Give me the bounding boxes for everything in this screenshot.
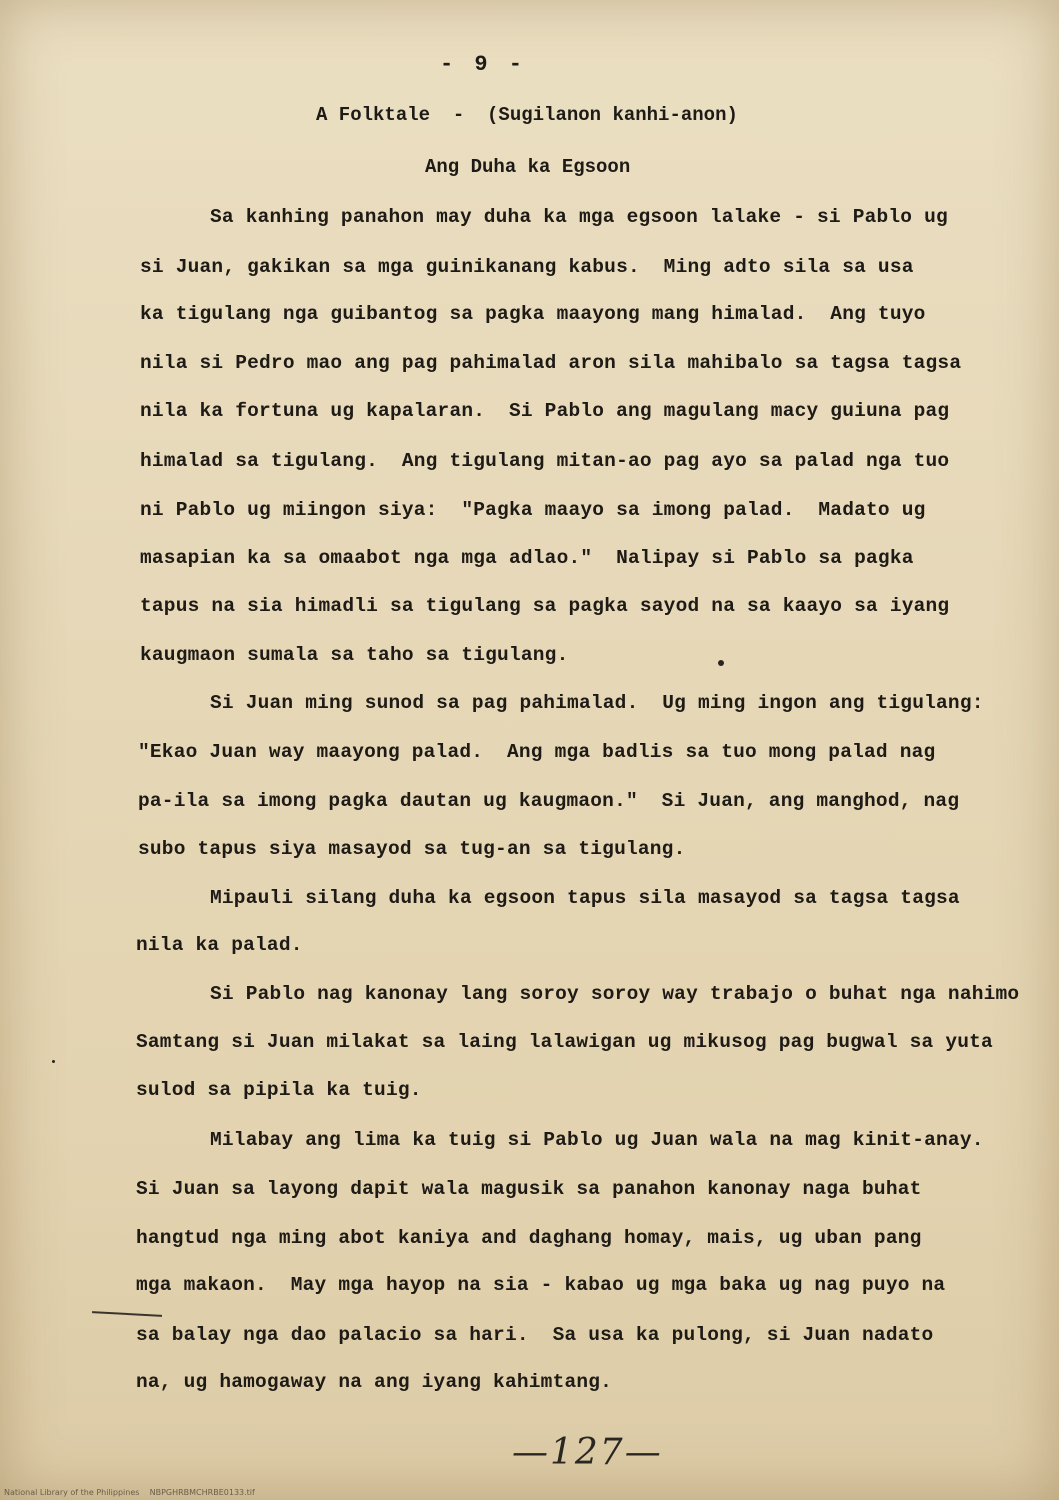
text-line: Mipauli silang duha ka egsoon tapus sila masayod sa tagsa tagsa [210,887,960,909]
ink-spot [718,660,724,666]
text-line: nila ka fortuna ug kapalaran. Si Pablo ang magulang macy guiuna pag [140,400,950,422]
text-line: hangtud nga ming abot kaniya and daghang homay, mais, ug uban pang [136,1227,922,1249]
text-line: Si Pablo nag kanonay lang soroy soroy way trabajo o buhat nga nahimo [210,983,1020,1005]
text-line: na, ug hamogaway na ang iyang kahimtang. [136,1371,613,1393]
story-title: Ang Duha ka Egsoon [425,156,631,178]
text-line: Samtang si Juan milakat sa laing lalawigan ug mikusog pag bugwal sa yuta [136,1031,993,1053]
text-line: Si Juan ming sunod sa pag pahimalad. Ug ming ingon ang tigulang: [210,692,984,714]
text-line: subo tapus siya masayod sa tug-an sa tigulang. [138,838,686,860]
text-line: nila ka palad. [136,934,303,956]
text-line: ni Pablo ug miingon siya: "Pagka maayo sa imong palad. Madato ug [140,499,926,521]
handwritten-page-number: —127— [512,1432,663,1473]
text-line: tapus na sia himadli sa tigulang sa pagka sayod na sa kaayo sa iyang [140,595,950,617]
document-title: A Folktale - (Sugilanon kanhi-anon) [316,104,738,126]
text-line: Milabay ang lima ka tuig si Pablo ug Juan wala na mag kinit-anay. [210,1129,984,1151]
page-number: - 9 - [440,52,527,77]
text-line: kaugmaon sumala sa taho sa tigulang. [140,644,569,666]
archive-stamp: National Library of the Philippines NBPGHRBMCHRBE0133.tif [4,1488,255,1497]
ink-spot [52,1060,55,1063]
text-line: sulod sa pipila ka tuig. [136,1079,422,1101]
text-line: nila si Pedro mao ang pag pahimalad aron sila mahibalo sa tagsa tagsa [140,352,962,374]
text-line: Si Juan sa layong dapit wala magusik sa panahon kanonay naga buhat [136,1178,922,1200]
text-line: si Juan, gakikan sa mga guinikanang kabus. Ming adto sila sa usa [140,256,914,278]
text-line: himalad sa tigulang. Ang tigulang mitan-ao pag ayo sa palad nga tuo [140,450,950,472]
text-line: ka tigulang nga guibantog sa pagka maayong mang himalad. Ang tuyo [140,303,926,325]
text-line: pa-ila sa imong pagka dautan ug kaugmaon." Si Juan, ang manghod, nag [138,790,960,812]
text-line: mga makaon. May mga hayop na sia - kabao ug mga baka ug nag puyo na [136,1274,946,1296]
text-line: "Ekao Juan way maayong palad. Ang mga badlis sa tuo mong palad nag [138,741,936,763]
text-line: sa balay nga dao palacio sa hari. Sa usa ka pulong, si Juan nadato [136,1324,934,1346]
text-line: Sa kanhing panahon may duha ka mga egsoon lalake - si Pablo ug [210,206,948,228]
text-line: masapian ka sa omaabot nga mga adlao." Nalipay si Pablo sa pagka [140,547,914,569]
